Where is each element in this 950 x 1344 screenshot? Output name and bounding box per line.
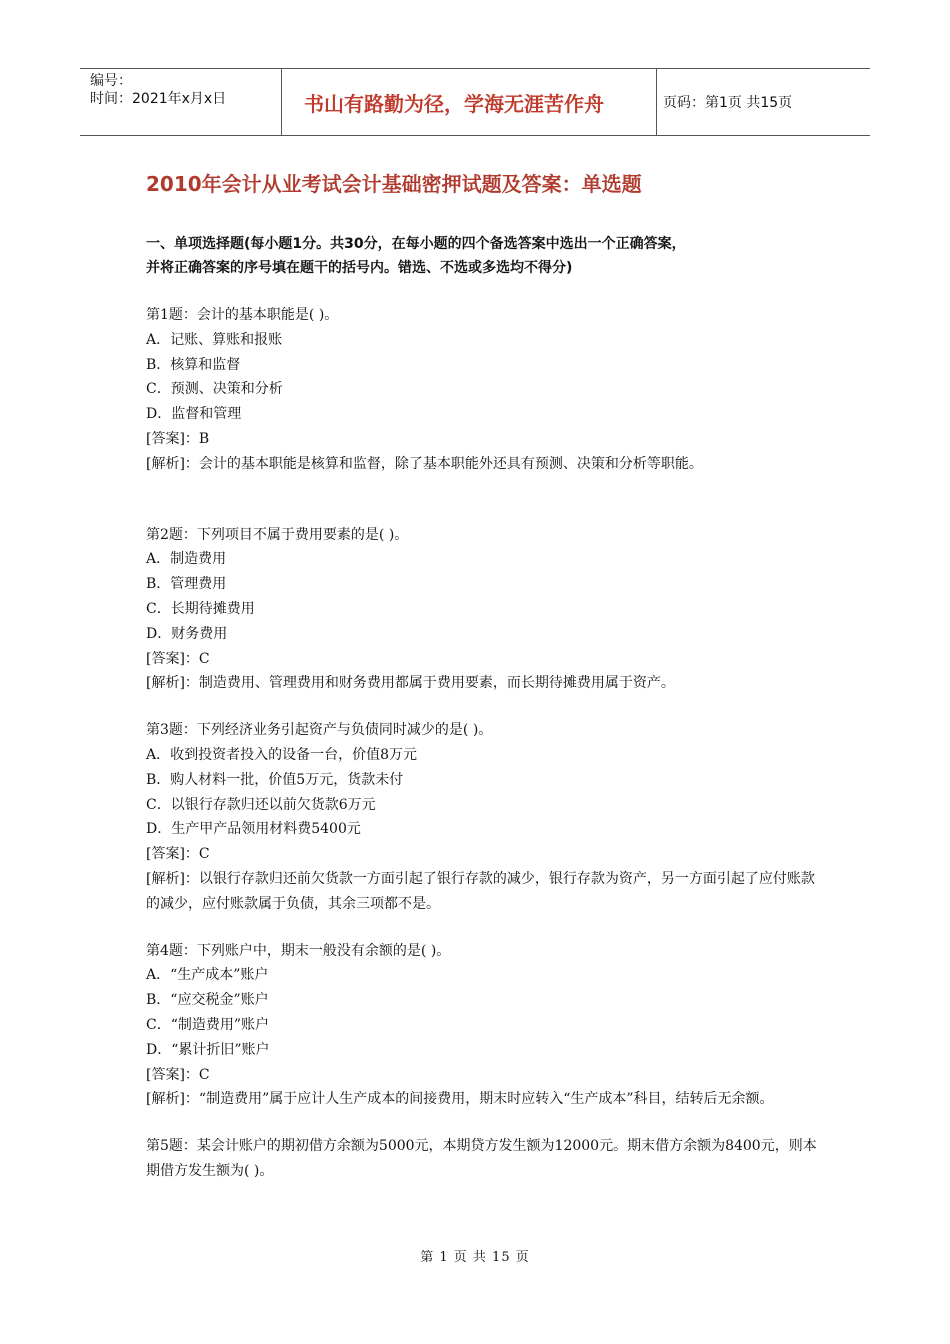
- question-stem: 第3题：下列经济业务引起资产与负债同时减少的是( )。: [146, 722, 493, 739]
- section-heading-line: 并将正确答案的序号填在题干的括号内。错选、不选或多选均不得分): [146, 260, 573, 276]
- header-motto: 书山有路勤为径，学海无涯苦作舟: [282, 69, 657, 135]
- document-title: 2010年会计从业考试会计基础密押试题及答案：单选题: [146, 172, 642, 196]
- header-meta: [80, 69, 282, 135]
- question-answer: [答案]：B: [146, 430, 210, 447]
- question-analysis: [解析]：以银行存款归还前欠货款一方面引起了银行存款的减少，银行存款为资产，另一方面引起了应付账款的减少，应付账款属于负债，其余三项都不是。: [146, 870, 815, 912]
- question-option: A．记账、算账和报账: [146, 331, 283, 348]
- question-analysis: [解析]：制造费用、管理费用和财务费用都属于费用要素，而长期待摊费用属于资产。: [146, 675, 675, 692]
- page-header: [80, 68, 870, 136]
- question-option: A．制造费用: [146, 551, 227, 568]
- question-option: A．收到投资者投入的设备一台，价值8万元: [146, 746, 418, 763]
- question-option: A．“生产成本”账户: [146, 967, 269, 984]
- document-number-label: 编号：: [90, 73, 132, 89]
- question-stem: 第2题：下列项目不属于费用要素的是( )。: [146, 526, 409, 543]
- question-item: [146, 523, 822, 697]
- question-analysis: [解析]：“制造费用”属于应计人生产成本的间接费用，期末时应转入“生产成本”科目，结转后无余额。: [146, 1091, 774, 1108]
- question-item: [146, 939, 822, 1113]
- question-option: C．长期待摊费用: [146, 600, 255, 617]
- question-item: [146, 303, 822, 477]
- section-heading-line: 一、单项选择题(每小题1分。共30分，在每小题的四个备选答案中选出一个正确答案，: [146, 236, 686, 252]
- question-option: D．财务费用: [146, 625, 228, 642]
- document-date-label: 时间：2021年x月x日: [90, 91, 227, 107]
- question-answer: [答案]：C: [146, 1066, 210, 1083]
- question-option: D．监督和管理: [146, 406, 242, 423]
- question-option: C．预测、决策和分析: [146, 381, 283, 398]
- question-stem: 第1题：会计的基本职能是( )。: [146, 307, 339, 323]
- question-item: [146, 1134, 822, 1184]
- header-page-number: 页码：第1页 共15页: [663, 95, 793, 111]
- question-option: B．购人材料一批，价值5万元，货款未付: [146, 771, 404, 788]
- question-option: B．核算和监督: [146, 356, 241, 373]
- page-footer: 第 1 页 共 15 页: [420, 1250, 530, 1265]
- question-option: D．“累计折旧”账户: [146, 1041, 270, 1058]
- question-option: C．“制造费用”账户: [146, 1016, 270, 1033]
- section-heading: [146, 232, 826, 280]
- question-analysis: [解析]：会计的基本职能是核算和监督，除了基本职能外还具有预测、决策和分析等职能。: [146, 455, 703, 472]
- question-answer: [答案]：C: [146, 846, 210, 863]
- question-stem: 第4题：下列账户中，期末一般没有余额的是( )。: [146, 942, 451, 959]
- question-option: B．“应交税金”账户: [146, 992, 269, 1009]
- question-answer: [答案]：C: [146, 650, 210, 667]
- question-option: D．生产甲产品领用材料费5400元: [146, 821, 361, 838]
- question-stem: 第5题：某会计账户的期初借方余额为5000元，本期贷方发生额为12000元。期末借方余额为8400元，则本期借方发生额为( )。: [146, 1138, 817, 1179]
- question-list: [146, 303, 822, 1184]
- question-option: B．管理费用: [146, 576, 227, 593]
- question-item: [146, 718, 822, 916]
- question-option: C．以银行存款归还以前欠货款6万元: [146, 796, 376, 813]
